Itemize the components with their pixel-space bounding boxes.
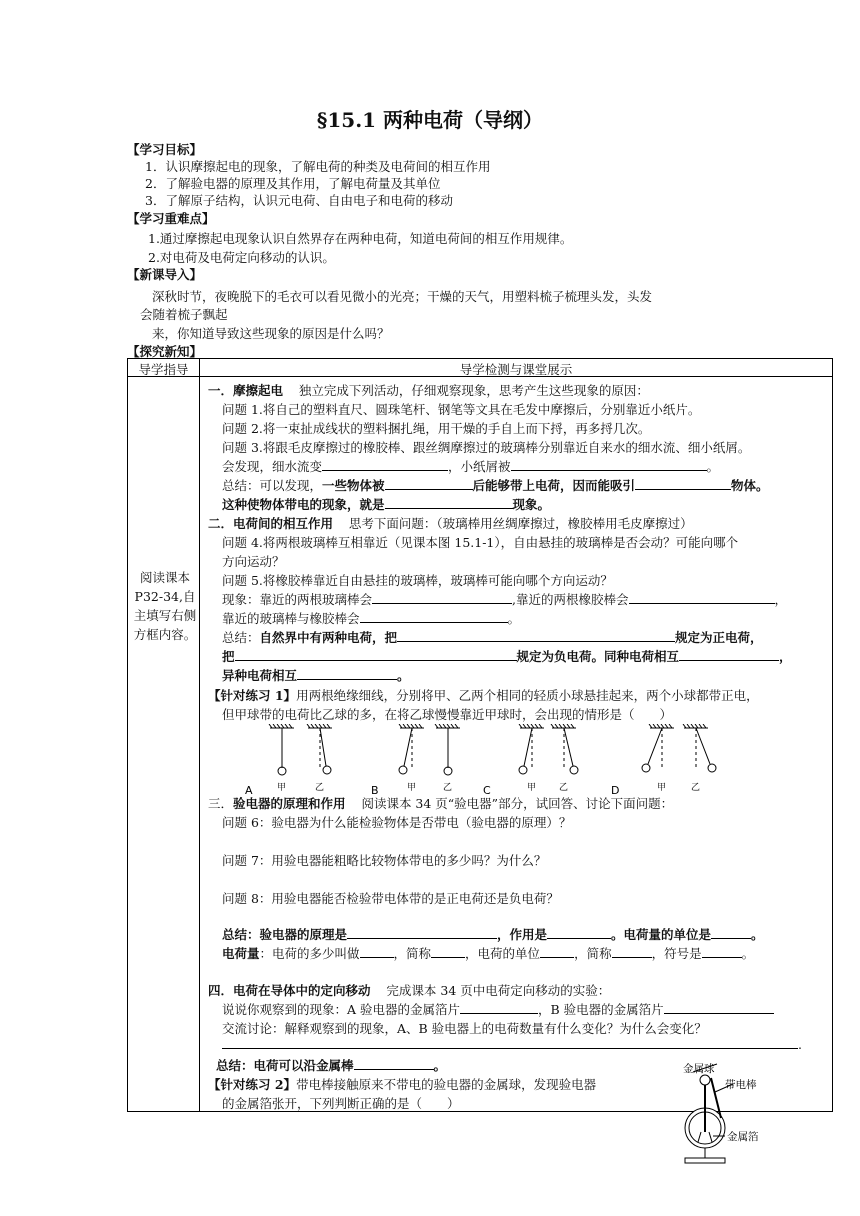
option-label: B xyxy=(371,784,379,796)
blank-field[interactable] xyxy=(540,945,574,958)
intro-heading: 【新课导入】 xyxy=(127,267,203,282)
keypoints-heading: 【学习重难点】 xyxy=(127,211,215,226)
s3-title-num: 三． xyxy=(208,796,234,811)
blank-field[interactable] xyxy=(679,648,779,661)
electroscope-figure xyxy=(665,1062,805,1166)
ball-jia-label: 甲 xyxy=(527,783,537,793)
s4-dot: . xyxy=(798,1037,802,1052)
s3-summary: 。电荷量的单位是 xyxy=(611,927,712,942)
s2-summary: 把 xyxy=(222,649,235,664)
blank-field[interactable] xyxy=(629,591,775,604)
s4-discuss: 交流讨论：解释观察到的现象，A、B 验电器上的电荷数量有什么变化？为什么会变化？ xyxy=(222,1021,707,1036)
col-content-header: 导学检测与课堂展示 xyxy=(459,362,573,377)
s2-q5: 问题 5.将橡胶棒靠近自由悬挂的玻璃棒，玻璃棒可能向哪个方向运动？ xyxy=(222,573,613,588)
blank-field[interactable] xyxy=(372,591,512,604)
blank-field[interactable] xyxy=(397,629,675,642)
intro-line: 来，你知道导致这些现象的原因是什么吗？ xyxy=(152,326,390,341)
s3-title: 验电器的原理和作用 xyxy=(233,796,346,811)
s3-charge-label: 电荷量 xyxy=(222,946,260,961)
s2-summary: 异种电荷相互 xyxy=(222,668,298,683)
intro-line: 会随着梳子飘起 xyxy=(140,307,228,322)
s3-summary: ，作用是 xyxy=(497,927,548,942)
s3-charge: ，简称 xyxy=(393,946,432,961)
page-title: §15.1 两种电荷（导纲） xyxy=(316,108,544,132)
option-d-figure xyxy=(642,724,716,772)
blank-field[interactable] xyxy=(635,477,731,490)
s3-charge: ，符号是 xyxy=(651,946,702,961)
blank-field[interactable] xyxy=(354,1057,434,1070)
ball-yi-label: 乙 xyxy=(315,783,325,793)
blank-field[interactable] xyxy=(664,1001,774,1014)
blank-field[interactable] xyxy=(322,458,448,471)
pendulum-figures xyxy=(240,724,740,796)
goal-item: 1．认识摩擦起电的现象，了解电荷的种类及电荷间的相互作用 xyxy=(145,159,491,174)
goal-item: 2．了解验电器的原理及其作用，了解电荷量及其单位 xyxy=(145,176,441,191)
s3-summary: 。 xyxy=(751,927,764,942)
blank-field[interactable] xyxy=(612,945,652,958)
s3-summary: 总结：验电器的原理是 xyxy=(222,927,348,942)
s2-phenomenon: 。 xyxy=(507,611,521,626)
metal-ball-label: 金属球 xyxy=(683,1063,715,1075)
blank-field[interactable] xyxy=(347,926,497,939)
option-label: A xyxy=(245,784,253,796)
blank-field[interactable] xyxy=(547,926,611,939)
blank-field[interactable] xyxy=(702,945,742,958)
s1-q3b: 会发现，细水流变 xyxy=(222,459,323,474)
ball-yi-label: 乙 xyxy=(443,783,453,793)
s2-summary: 规定为正电荷， xyxy=(675,630,763,645)
exercise2-text: 的金属箔张开，下列判断正确的是（ ） xyxy=(222,1096,460,1111)
s3-charge: ，简称 xyxy=(574,946,612,961)
s2-q4: 方向运动？ xyxy=(222,554,285,569)
keypoint-item: 1.通过摩擦起电现象认识自然界存在两种电荷，知道电荷间的相互作用规律。 xyxy=(148,231,573,246)
goal-item: 3．了解原子结构，认识元电荷、自由电子和电荷的移动 xyxy=(145,193,453,208)
blank-field[interactable] xyxy=(711,926,751,939)
option-a-figure xyxy=(269,724,332,775)
exercise1-text: 但甲球带的电荷比乙球的多，在将乙球慢慢靠近甲球时，会出现的情形是（ ） xyxy=(222,707,673,722)
s3-q6: 问题 6：验电器为什么能检验物体是否带电（验电器的原理）？ xyxy=(222,815,572,830)
s4-title: 四．电荷在导体中的定向移动 xyxy=(208,983,371,998)
blank-field[interactable] xyxy=(385,477,473,490)
blank-field[interactable] xyxy=(360,610,508,623)
s1-title: 一．摩擦起电 xyxy=(208,383,284,398)
option-c-figure xyxy=(519,724,578,774)
s1-summary: 物体。 xyxy=(731,478,769,493)
ball-jia-label: 甲 xyxy=(657,783,667,793)
s3-q7: 问题 7：用验电器能粗略比较物体带电的多少吗？为什么？ xyxy=(222,853,547,868)
exercise2-title: 【针对练习 2】 xyxy=(208,1077,297,1092)
s2-note: 思考下面问题：（玻璃棒用丝绸摩擦过，橡胶棒用毛皮摩擦过） xyxy=(348,516,693,531)
s1-summary: 总结：可以发现， xyxy=(222,478,323,493)
blank-field[interactable] xyxy=(385,496,513,509)
goals-heading: 【学习目标】 xyxy=(127,142,203,157)
s2-summary: ， xyxy=(779,649,792,664)
answer-line[interactable] xyxy=(222,1036,798,1049)
s2-q4: 问题 4.将两根玻璃棒互相靠近（见课本图 15.1-1），自由悬挂的玻璃棒是否会动？可能向哪个 xyxy=(222,535,739,550)
s1-q1: 问题 1.将自己的塑料直尺、圆珠笔杆、钢笔等文具在毛发中摩擦后，分别靠近小纸片。 xyxy=(222,402,701,417)
col-guide-header: 导学指导 xyxy=(138,362,189,377)
s1-q3b: ，小纸屑被 xyxy=(448,459,511,474)
charged-rod-label: 带电棒 xyxy=(725,1079,757,1091)
metal-foil-label: 金属箔 xyxy=(727,1131,759,1143)
option-label: D xyxy=(611,784,620,796)
s4-note: 完成课本 34 页中电荷定向移动的实验： xyxy=(386,983,611,998)
exercise2-text: 带电棒接触原来不带电的验电器的金属球，发现验电器 xyxy=(296,1077,597,1092)
s3-note: 阅读课本 34 页“验电器”部分，试回答、讨论下面问题： xyxy=(361,796,674,811)
guide-column xyxy=(127,376,200,1112)
ball-yi-label: 乙 xyxy=(559,783,569,793)
s2-phenomenon: 现象：靠近的两根玻璃棒会 xyxy=(222,592,373,607)
s4-observe: ，B 验电器的金属箔片 xyxy=(538,1002,664,1017)
s2-summary: 规定为负电荷。同种电荷相互 xyxy=(516,649,680,664)
s2-phenomenon: ,靠近的两根橡胶棒会 xyxy=(512,592,629,607)
blank-field[interactable] xyxy=(460,1001,538,1014)
ball-jia-label: 甲 xyxy=(277,783,287,793)
s3-q8: 问题 8：用验电器能否检验带电体带的是正电荷还是负电荷？ xyxy=(222,891,559,906)
s3-charge: ，电荷的单位 xyxy=(465,946,541,961)
s1-summary: 这种使物体带电的现象，就是 xyxy=(222,497,385,512)
ball-yi-label: 乙 xyxy=(691,783,701,793)
option-b-figure xyxy=(399,724,460,775)
s3-charge: 。 xyxy=(741,946,755,961)
blank-field[interactable] xyxy=(297,667,397,680)
s1-q3: 问题 3.将跟毛皮摩擦过的橡胶棒、跟丝绸摩擦过的玻璃棒分别靠近自来水的细水流、细小纸屑。 xyxy=(222,440,751,455)
exercise1-text: 用两根绝缘细线，分别将甲、乙两个相同的轻质小球悬挂起来，两个小球都带正电， xyxy=(296,688,759,703)
intro-line: 深秋时节，夜晚脱下的毛衣可以看见微小的光亮；干燥的天气，用塑料梳子梳理头发，头发 xyxy=(152,289,653,304)
blank-field[interactable] xyxy=(235,648,517,661)
ball-jia-label: 甲 xyxy=(407,783,417,793)
blank-field[interactable] xyxy=(360,945,394,958)
s2-summary: 。 xyxy=(397,668,410,683)
blank-field[interactable] xyxy=(511,458,707,471)
s1-summary: 一些物体被 xyxy=(322,478,385,493)
option-label: C xyxy=(483,784,491,796)
s2-title: 二．电荷间的相互作用 xyxy=(208,516,334,531)
s1-note: 独立完成下列活动，仔细观察现象，思考产生这些现象的原因： xyxy=(298,383,649,398)
s4-observe: 说说你观察到的现象：A 验电器的金属箔片 xyxy=(222,1002,461,1017)
exercise1-title: 【针对练习 1】 xyxy=(208,688,297,703)
blank-field[interactable] xyxy=(431,945,465,958)
s2-summary: 自然界中有两种电荷，把 xyxy=(259,630,398,645)
s1-q3b: 。 xyxy=(706,459,720,474)
s2-phenomenon: ， xyxy=(774,592,788,607)
s1-summary: 现象。 xyxy=(512,497,551,512)
s2-phenomenon: 靠近的玻璃棒与橡胶棒会 xyxy=(222,611,360,626)
s3-charge: ：电荷的多少叫做 xyxy=(259,946,360,961)
s2-summary: 总结： xyxy=(222,630,260,645)
s4-summary: 总结：电荷可以沿金属棒 xyxy=(216,1058,354,1073)
left-guide-text: 阅读课本P32-34,自主填写右侧方框内容。 xyxy=(133,570,197,642)
s1-summary: 后能够带上电荷，因而能吸引 xyxy=(472,478,636,493)
keypoint-item: 2.对电荷及电荷定向移动的认识。 xyxy=(148,250,335,265)
explore-heading: 【探究新知】 xyxy=(127,344,203,359)
s1-q2: 问题 2.将一束扯成线状的塑料捆扎绳，用干燥的手自上而下捋，再多捋几次。 xyxy=(222,421,651,436)
s4-summary: 。 xyxy=(433,1058,447,1073)
